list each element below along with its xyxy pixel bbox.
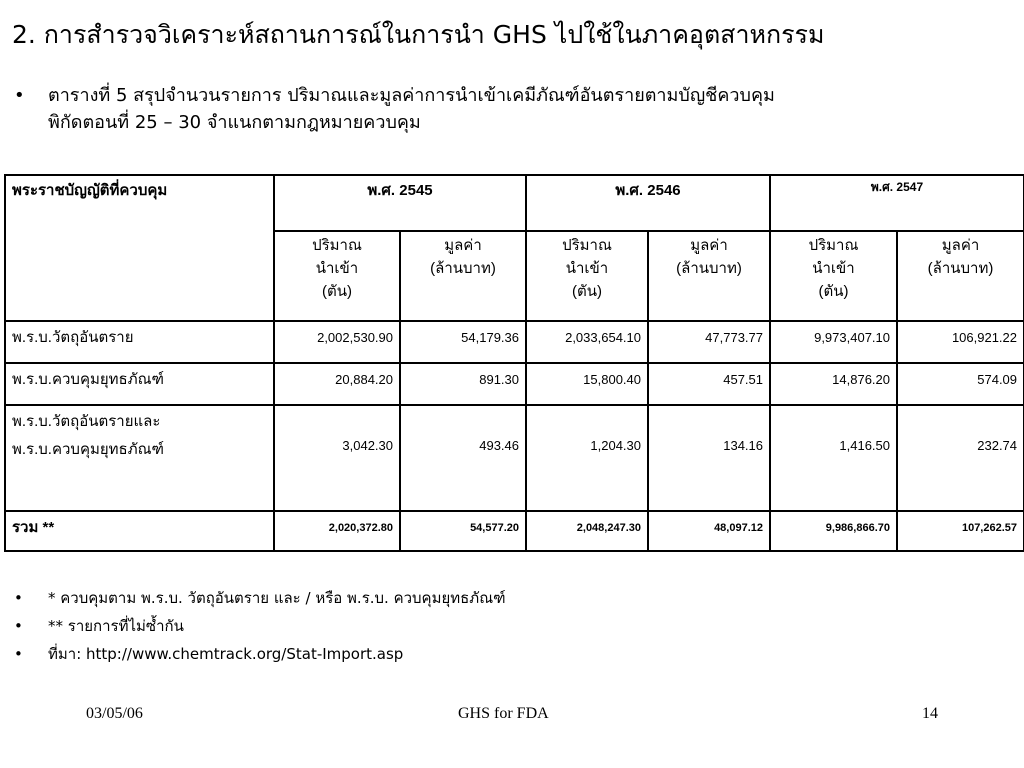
header-value [400, 231, 526, 321]
header-qty-line: นำเข้า [565, 260, 609, 277]
header-qty [770, 231, 897, 321]
total-qty-2546: 2,048,247.30 [526, 511, 648, 551]
header-qty-line: นำเข้า [812, 260, 855, 277]
note-item [14, 612, 914, 640]
header-qty-line: (ตัน) [572, 283, 602, 300]
row-label-line: พ.ร.บ.ควบคุมยุทธภัณฑ์ [12, 441, 164, 458]
footer-date: 03/05/06 [86, 705, 143, 722]
import-table [4, 174, 1024, 552]
intro-line-2: พิกัดตอนที่ 25 – 30 จำแนกตามกฎหมายควบคุม [48, 112, 421, 133]
cell-value-2547: 232.74 [897, 405, 1024, 511]
header-value-line: (ล้านบาท) [676, 260, 742, 277]
header-value-line: มูลค่า [690, 237, 728, 254]
cell-qty-2546: 15,800.40 [526, 363, 648, 405]
table-row [5, 363, 1024, 405]
cell-value-2546: 134.16 [648, 405, 770, 511]
intro-text [48, 82, 1014, 136]
cell-value-2545: 493.46 [400, 405, 526, 511]
note-text: * ควบคุมตาม พ.ร.บ. วัตถุอันตราย และ / หรือ พ.ร.บ. ควบคุมยุทธภัณฑ์ [48, 589, 506, 607]
header-qty [526, 231, 648, 321]
slide-title: 2. การสำรวจวิเคราะห์สถานการณ์ในการนำ GHS ไปใช้ในภาคอุตสาหกรรม [12, 20, 825, 49]
header-year-2545: พ.ศ. 2545 [274, 175, 526, 231]
note-text: ** รายการที่ไม่ซ้ำกัน [48, 617, 184, 635]
bullet-marker: • [14, 589, 23, 607]
header-value [648, 231, 770, 321]
total-value-2547: 107,262.57 [897, 511, 1024, 551]
header-qty-line: (ตัน) [322, 283, 352, 300]
header-value-line: (ล้านบาท) [430, 260, 496, 277]
cell-value-2546: 47,773.77 [648, 321, 770, 363]
header-qty-line: ปริมาณ [562, 237, 612, 254]
total-value-2545: 54,577.20 [400, 511, 526, 551]
cell-value-2545: 891.30 [400, 363, 526, 405]
total-row [5, 511, 1024, 551]
note-item [14, 640, 914, 668]
notes-list [14, 584, 914, 668]
cell-value-2546: 457.51 [648, 363, 770, 405]
header-year-2546: พ.ศ. 2546 [526, 175, 770, 231]
header-qty-line: นำเข้า [315, 260, 359, 277]
row-label: พ.ร.บ.วัตถุอันตราย [5, 321, 274, 363]
total-value-2546: 48,097.12 [648, 511, 770, 551]
source-link-text: ที่มา: http://www.chemtrack.org/Stat-Import.asp [48, 645, 404, 663]
bullet-marker: • [14, 85, 25, 106]
header-value [897, 231, 1024, 321]
cell-qty-2545: 3,042.30 [274, 405, 400, 511]
header-year-2547: พ.ศ. 2547 [770, 175, 1024, 231]
table-row [5, 405, 1024, 511]
header-qty [274, 231, 400, 321]
row-label: พ.ร.บ.ควบคุมยุทธภัณฑ์ [5, 363, 274, 405]
cell-value-2547: 106,921.22 [897, 321, 1024, 363]
bullet-marker: • [14, 645, 23, 663]
total-qty-2547: 9,986,866.70 [770, 511, 897, 551]
header-value-line: มูลค่า [941, 237, 980, 254]
cell-qty-2546: 1,204.30 [526, 405, 648, 511]
total-qty-2545: 2,020,372.80 [274, 511, 400, 551]
footer-page-number: 14 [922, 705, 938, 722]
bullet-marker: • [14, 617, 23, 635]
cell-value-2547: 574.09 [897, 363, 1024, 405]
cell-qty-2547: 9,973,407.10 [770, 321, 897, 363]
cell-qty-2547: 1,416.50 [770, 405, 897, 511]
total-label: รวม ** [5, 511, 274, 551]
header-value-line: (ล้านบาท) [927, 260, 994, 277]
row-label [5, 405, 274, 511]
header-qty-line: ปริมาณ [312, 237, 362, 254]
cell-qty-2545: 20,884.20 [274, 363, 400, 405]
row-label-line: พ.ร.บ.วัตถุอันตรายและ [12, 413, 161, 430]
table-row [5, 321, 1024, 363]
cell-qty-2545: 2,002,530.90 [274, 321, 400, 363]
cell-qty-2546: 2,033,654.10 [526, 321, 648, 363]
cell-value-2545: 54,179.36 [400, 321, 526, 363]
footer-title: GHS for FDA [458, 705, 549, 722]
header-qty-line: (ตัน) [818, 283, 849, 300]
cell-qty-2547: 14,876.20 [770, 363, 897, 405]
header-law: พระราชบัญญัติที่ควบคุม [5, 175, 274, 321]
intro-bullet [14, 82, 1014, 136]
note-item [14, 584, 914, 612]
header-qty-line: ปริมาณ [808, 237, 859, 254]
header-value-line: มูลค่า [444, 237, 482, 254]
intro-line-1: ตารางที่ 5 สรุปจำนวนรายการ ปริมาณและมูลค่าการนำเข้าเคมีภัณฑ์อันตรายตามบัญชีควบคุม [48, 85, 775, 106]
